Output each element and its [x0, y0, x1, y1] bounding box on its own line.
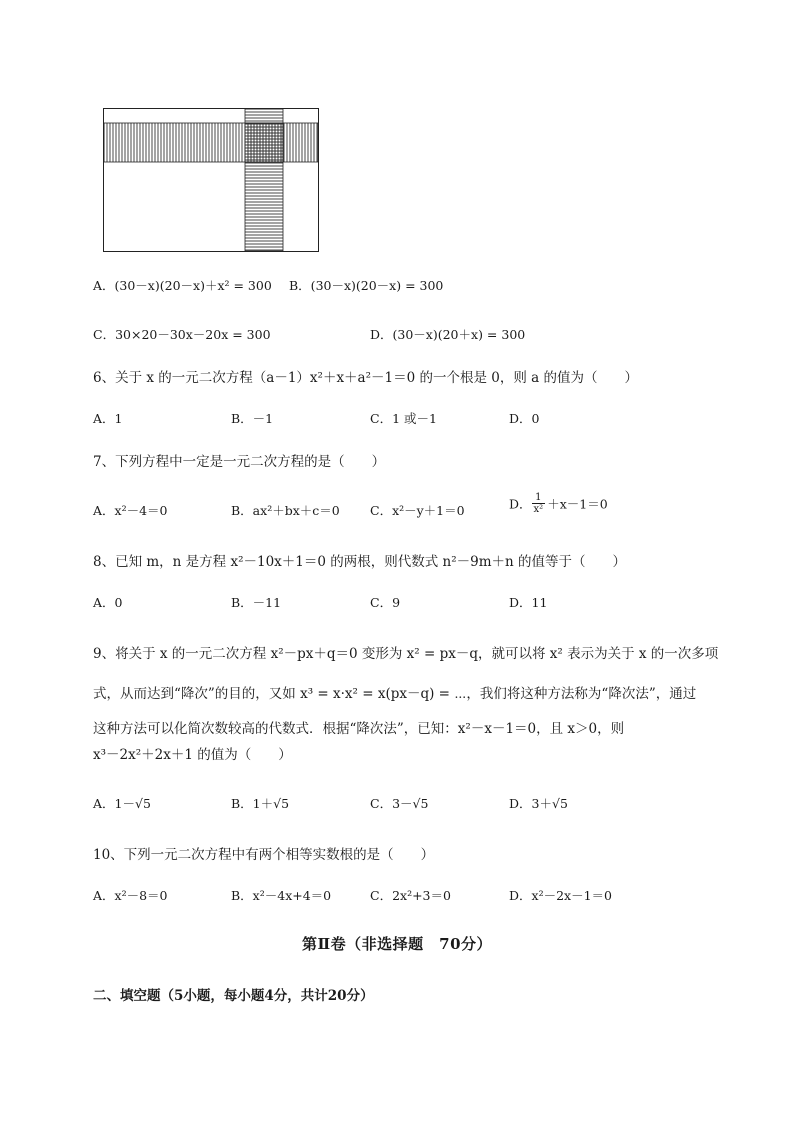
q8-option-c: C．9: [370, 595, 401, 610]
q7-stem: 7、下列方程中一定是一元二次方程的是（ ）: [93, 454, 386, 470]
section-subtitle: 二、填空题（5小题，每小题4分，共计20分）: [93, 988, 374, 1004]
q8-option-a: A．0: [93, 595, 123, 610]
q8-stem: 8、已知 m，n 是方程 x²－10x＋1＝0 的两根，则代数式 n²－9m＋n 的值等于（ ）: [93, 554, 627, 570]
q7-option-d-fraction: [532, 492, 546, 515]
fraction-denominator: x²: [533, 504, 544, 515]
q6-option-c: C．1 或－1: [370, 411, 437, 426]
q7-option-d-prefix: D．: [509, 496, 532, 512]
q7-option-a: A．x²－4＝0: [93, 503, 168, 518]
q7-option-c: C．x²－y＋1＝0: [370, 503, 465, 518]
q6-stem: 6、关于 x 的一元二次方程（a－1）x²＋x＋a²－1＝0 的一个根是 0，则 a 的值为（ ）: [93, 370, 639, 386]
q9-line-2: 式，从而达到“降次”的目的，又如 x³ = x·x² = x(px－q) = ⋯，我们将这种方法称为“降次法”，通过: [93, 686, 697, 702]
q10-option-c: C．2x²+3＝0: [370, 888, 451, 903]
q9-option-d: D．3＋√5: [509, 796, 568, 811]
q9-line-1: 9、将关于 x 的一元二次方程 x²－px＋q＝0 变形为 x² = px－q，就可以将 x² 表示为关于 x 的一次多项: [93, 646, 719, 662]
q6-option-b: B．－1: [231, 411, 274, 426]
q8-option-b: B．－11: [231, 595, 282, 610]
q7-option-d-suffix: ＋x－1＝0: [547, 496, 608, 512]
q10-stem: 10、下列一元二次方程中有两个相等实数根的是（ ）: [93, 847, 435, 863]
rectangle-road-figure: [103, 108, 319, 252]
q6-option-a: A．1: [93, 411, 123, 426]
q5-option-a: A．(30－x)(20－x)＋x² = 300: [93, 278, 272, 293]
q7-option-d: [509, 492, 608, 515]
q10-option-d: D．x²－2x－1＝0: [509, 888, 612, 903]
q9-option-a: A．1－√5: [93, 796, 151, 811]
rectangle-with-roads-icon: [103, 108, 319, 252]
q5-option-d: D．(30－x)(20＋x) = 300: [370, 327, 526, 342]
section-title: 第Ⅱ卷（非选择题 70分）: [301, 935, 493, 953]
q9-line-3: 这种方法可以化简次数较高的代数式．根据“降次法”，已知：x²－x－1＝0，且 x＞0，则: [93, 721, 625, 737]
q8-option-d: D．11: [509, 595, 548, 610]
q7-option-b: B．ax²＋bx＋c＝0: [231, 503, 340, 518]
q6-option-d: D．0: [509, 411, 540, 426]
q10-option-b: B．x²－4x+4＝0: [231, 888, 332, 903]
fraction-numerator: 1: [532, 492, 546, 504]
q9-option-c: C．3－√5: [370, 796, 429, 811]
q5-option-c: C．30×20－30x－20x = 300: [93, 327, 271, 342]
q9-line-4: x³－2x²＋2x＋1 的值为（ ）: [93, 747, 292, 763]
q5-option-b: B．(30－x)(20－x) = 300: [289, 278, 444, 293]
q10-option-a: A．x²－8＝0: [93, 888, 168, 903]
q9-option-b: B．1＋√5: [231, 796, 290, 811]
